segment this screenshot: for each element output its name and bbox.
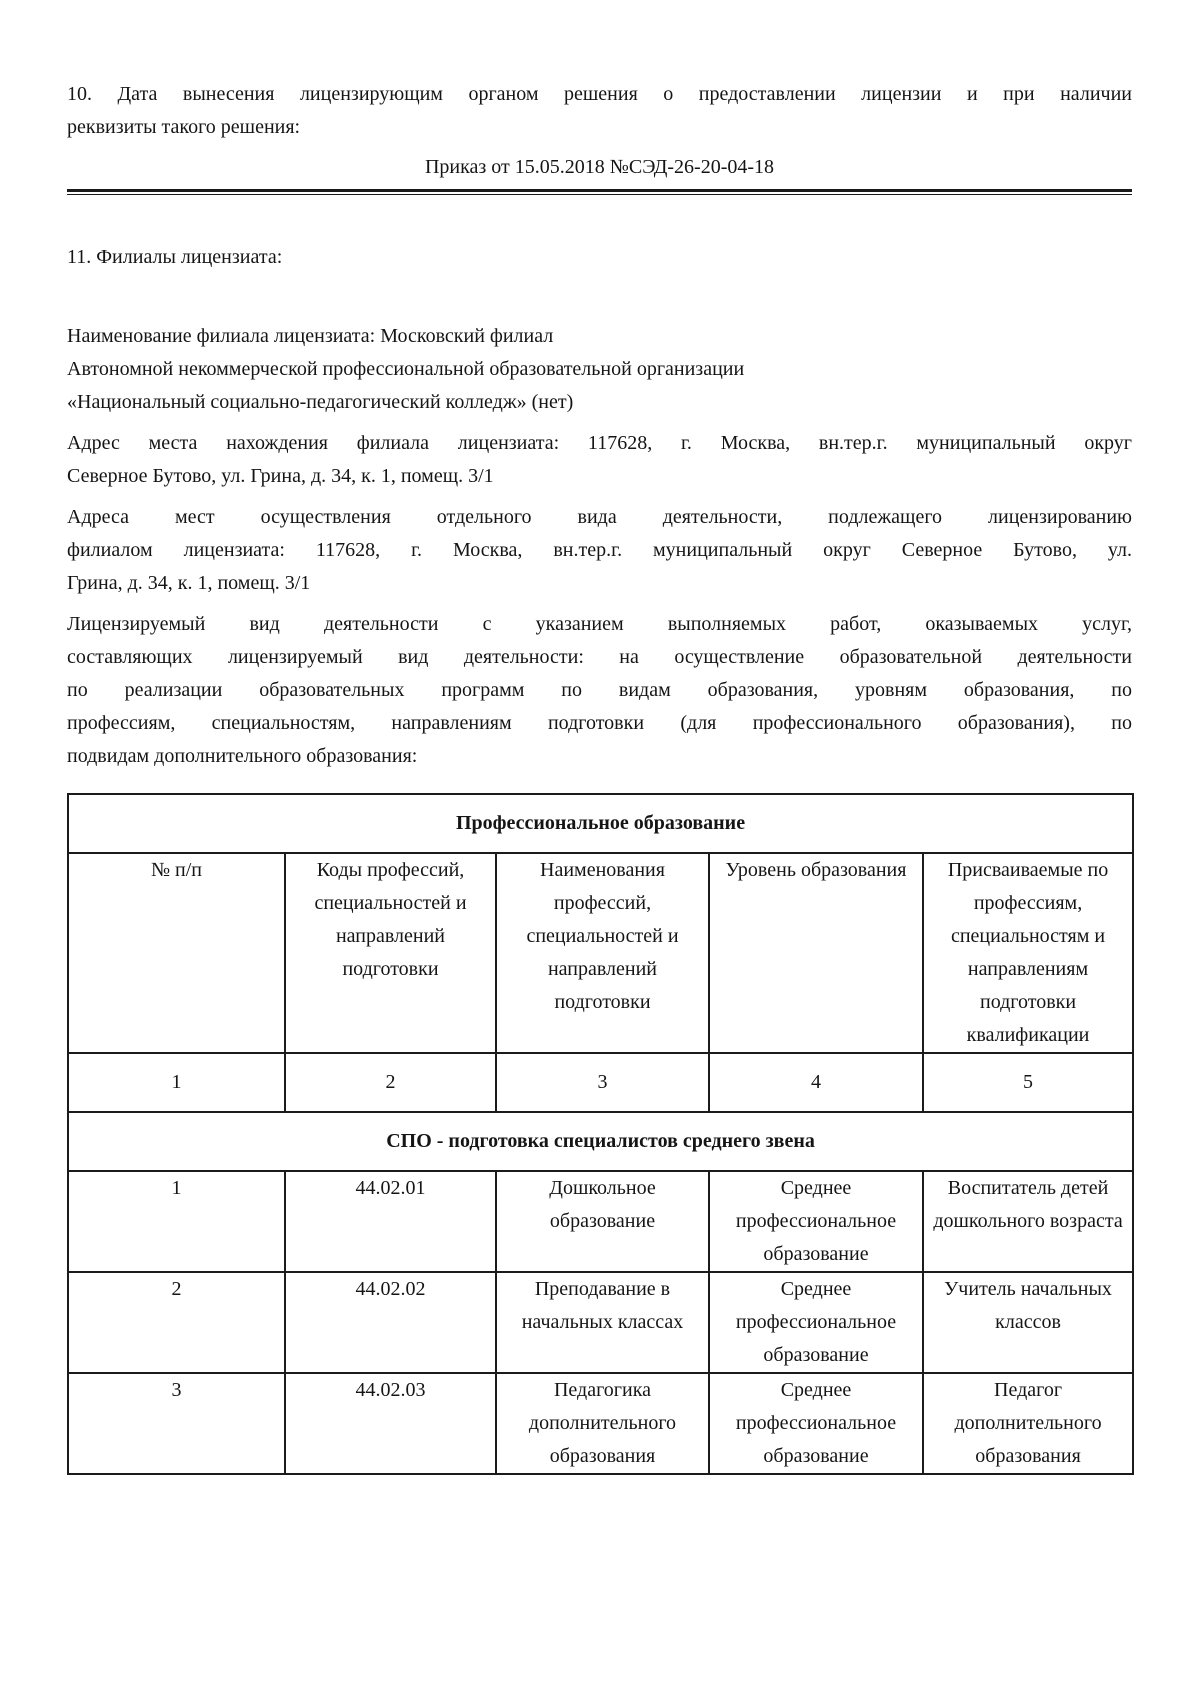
text-line: Наименование филиала лицензиата: Московский филиал bbox=[67, 325, 554, 347]
table-title-row bbox=[68, 794, 1133, 853]
cell-name: Дошкольное образование bbox=[496, 1171, 709, 1272]
section10-paragraph bbox=[67, 78, 1132, 144]
order-reference-line: Приказ от 15.05.2018 №СЭД-26-20-04-18 bbox=[424, 156, 775, 178]
text-line: Лицензируемый вид деятельности с указанием выполняемых работ, оказываемых услуг, bbox=[67, 613, 1132, 635]
text-line: Адреса мест осуществления отдельного вида деятельности, подлежащего лицензированию bbox=[67, 506, 1132, 528]
table-title: Профессиональное образование bbox=[68, 794, 1133, 853]
branch-address-paragraph bbox=[67, 427, 1132, 493]
column-header-level: Уровень образования bbox=[709, 853, 923, 1053]
column-header-qualification: Присваиваемые по профессиям, специальностям и направлениям подготовки квалификации bbox=[923, 853, 1133, 1053]
column-number: 3 bbox=[496, 1053, 709, 1112]
spo-section-header: СПО - подготовка специалистов среднего звена bbox=[68, 1112, 1133, 1171]
separator-rule bbox=[67, 189, 1132, 195]
cell-name: Педагогика дополнительного образования bbox=[496, 1373, 709, 1474]
cell-code: 44.02.01 bbox=[285, 1171, 496, 1272]
spo-section-row bbox=[68, 1112, 1133, 1171]
cell-code: 44.02.03 bbox=[285, 1373, 496, 1474]
cell-level: Среднее профессиональное образование bbox=[709, 1373, 923, 1474]
activity-address-paragraph bbox=[67, 501, 1132, 600]
text-line: профессиям, специальностям, направлениям подготовки (для профессионального образования), по bbox=[67, 712, 1132, 734]
text-line: Грина, д. 34, к. 1, помещ. 3/1 bbox=[67, 572, 311, 594]
cell-num: 2 bbox=[68, 1272, 285, 1373]
licensed-activity-paragraph bbox=[67, 608, 1132, 773]
column-header-codes: Коды профессий, специальностей и направлений подготовки bbox=[285, 853, 496, 1053]
text-line: по реализации образовательных программ по видам образования, уровням образования, по bbox=[67, 679, 1132, 701]
cell-code: 44.02.02 bbox=[285, 1272, 496, 1373]
column-number-row bbox=[68, 1053, 1133, 1112]
text-line: «Национальный социально-педагогический колледж» (нет) bbox=[67, 391, 574, 413]
cell-level: Среднее профессиональное образование bbox=[709, 1272, 923, 1373]
cell-qualification: Воспитатель детей дошкольного возраста bbox=[923, 1171, 1133, 1272]
column-number: 1 bbox=[68, 1053, 285, 1112]
table-row bbox=[68, 1272, 1133, 1373]
text-line: реквизиты такого решения: bbox=[67, 116, 301, 138]
text-line: Северное Бутово, ул. Грина, д. 34, к. 1, помещ. 3/1 bbox=[67, 465, 494, 487]
text-line: филиалом лицензиата: 117628, г. Москва, вн.тер.г. муниципальный округ Северное Бутово, ул. bbox=[67, 539, 1132, 561]
column-header-npp: № п/п bbox=[68, 853, 285, 1053]
text-line: Автономной некоммерческой профессиональной образовательной организации bbox=[67, 358, 745, 380]
section11-heading: 11. Филиалы лицензиата: bbox=[67, 246, 283, 268]
text-line: подвидам дополнительного образования: bbox=[67, 745, 418, 767]
column-number: 2 bbox=[285, 1053, 496, 1112]
text-line: Адрес места нахождения филиала лицензиата: 117628, г. Москва, вн.тер.г. муниципальный округ bbox=[67, 432, 1132, 454]
text-line: 10. Дата вынесения лицензирующим органом решения о предоставлении лицензии и при наличии bbox=[67, 83, 1132, 105]
table-header-row bbox=[68, 853, 1133, 1053]
cell-qualification: Педагог дополнительного образования bbox=[923, 1373, 1133, 1474]
cell-name: Преподавание в начальных классах bbox=[496, 1272, 709, 1373]
cell-num: 1 bbox=[68, 1171, 285, 1272]
column-number: 4 bbox=[709, 1053, 923, 1112]
professional-education-table bbox=[67, 793, 1134, 1475]
column-number: 5 bbox=[923, 1053, 1133, 1112]
text-line: составляющих лицензируемый вид деятельности: на осуществление образовательной деятельности bbox=[67, 646, 1132, 668]
cell-qualification: Учитель начальных классов bbox=[923, 1272, 1133, 1373]
branch-name-paragraph bbox=[67, 320, 1132, 419]
cell-level: Среднее профессиональное образование bbox=[709, 1171, 923, 1272]
cell-num: 3 bbox=[68, 1373, 285, 1474]
table-row bbox=[68, 1171, 1133, 1272]
table-row bbox=[68, 1373, 1133, 1474]
column-header-names: Наименования профессий, специальностей и направлений подготовки bbox=[496, 853, 709, 1053]
